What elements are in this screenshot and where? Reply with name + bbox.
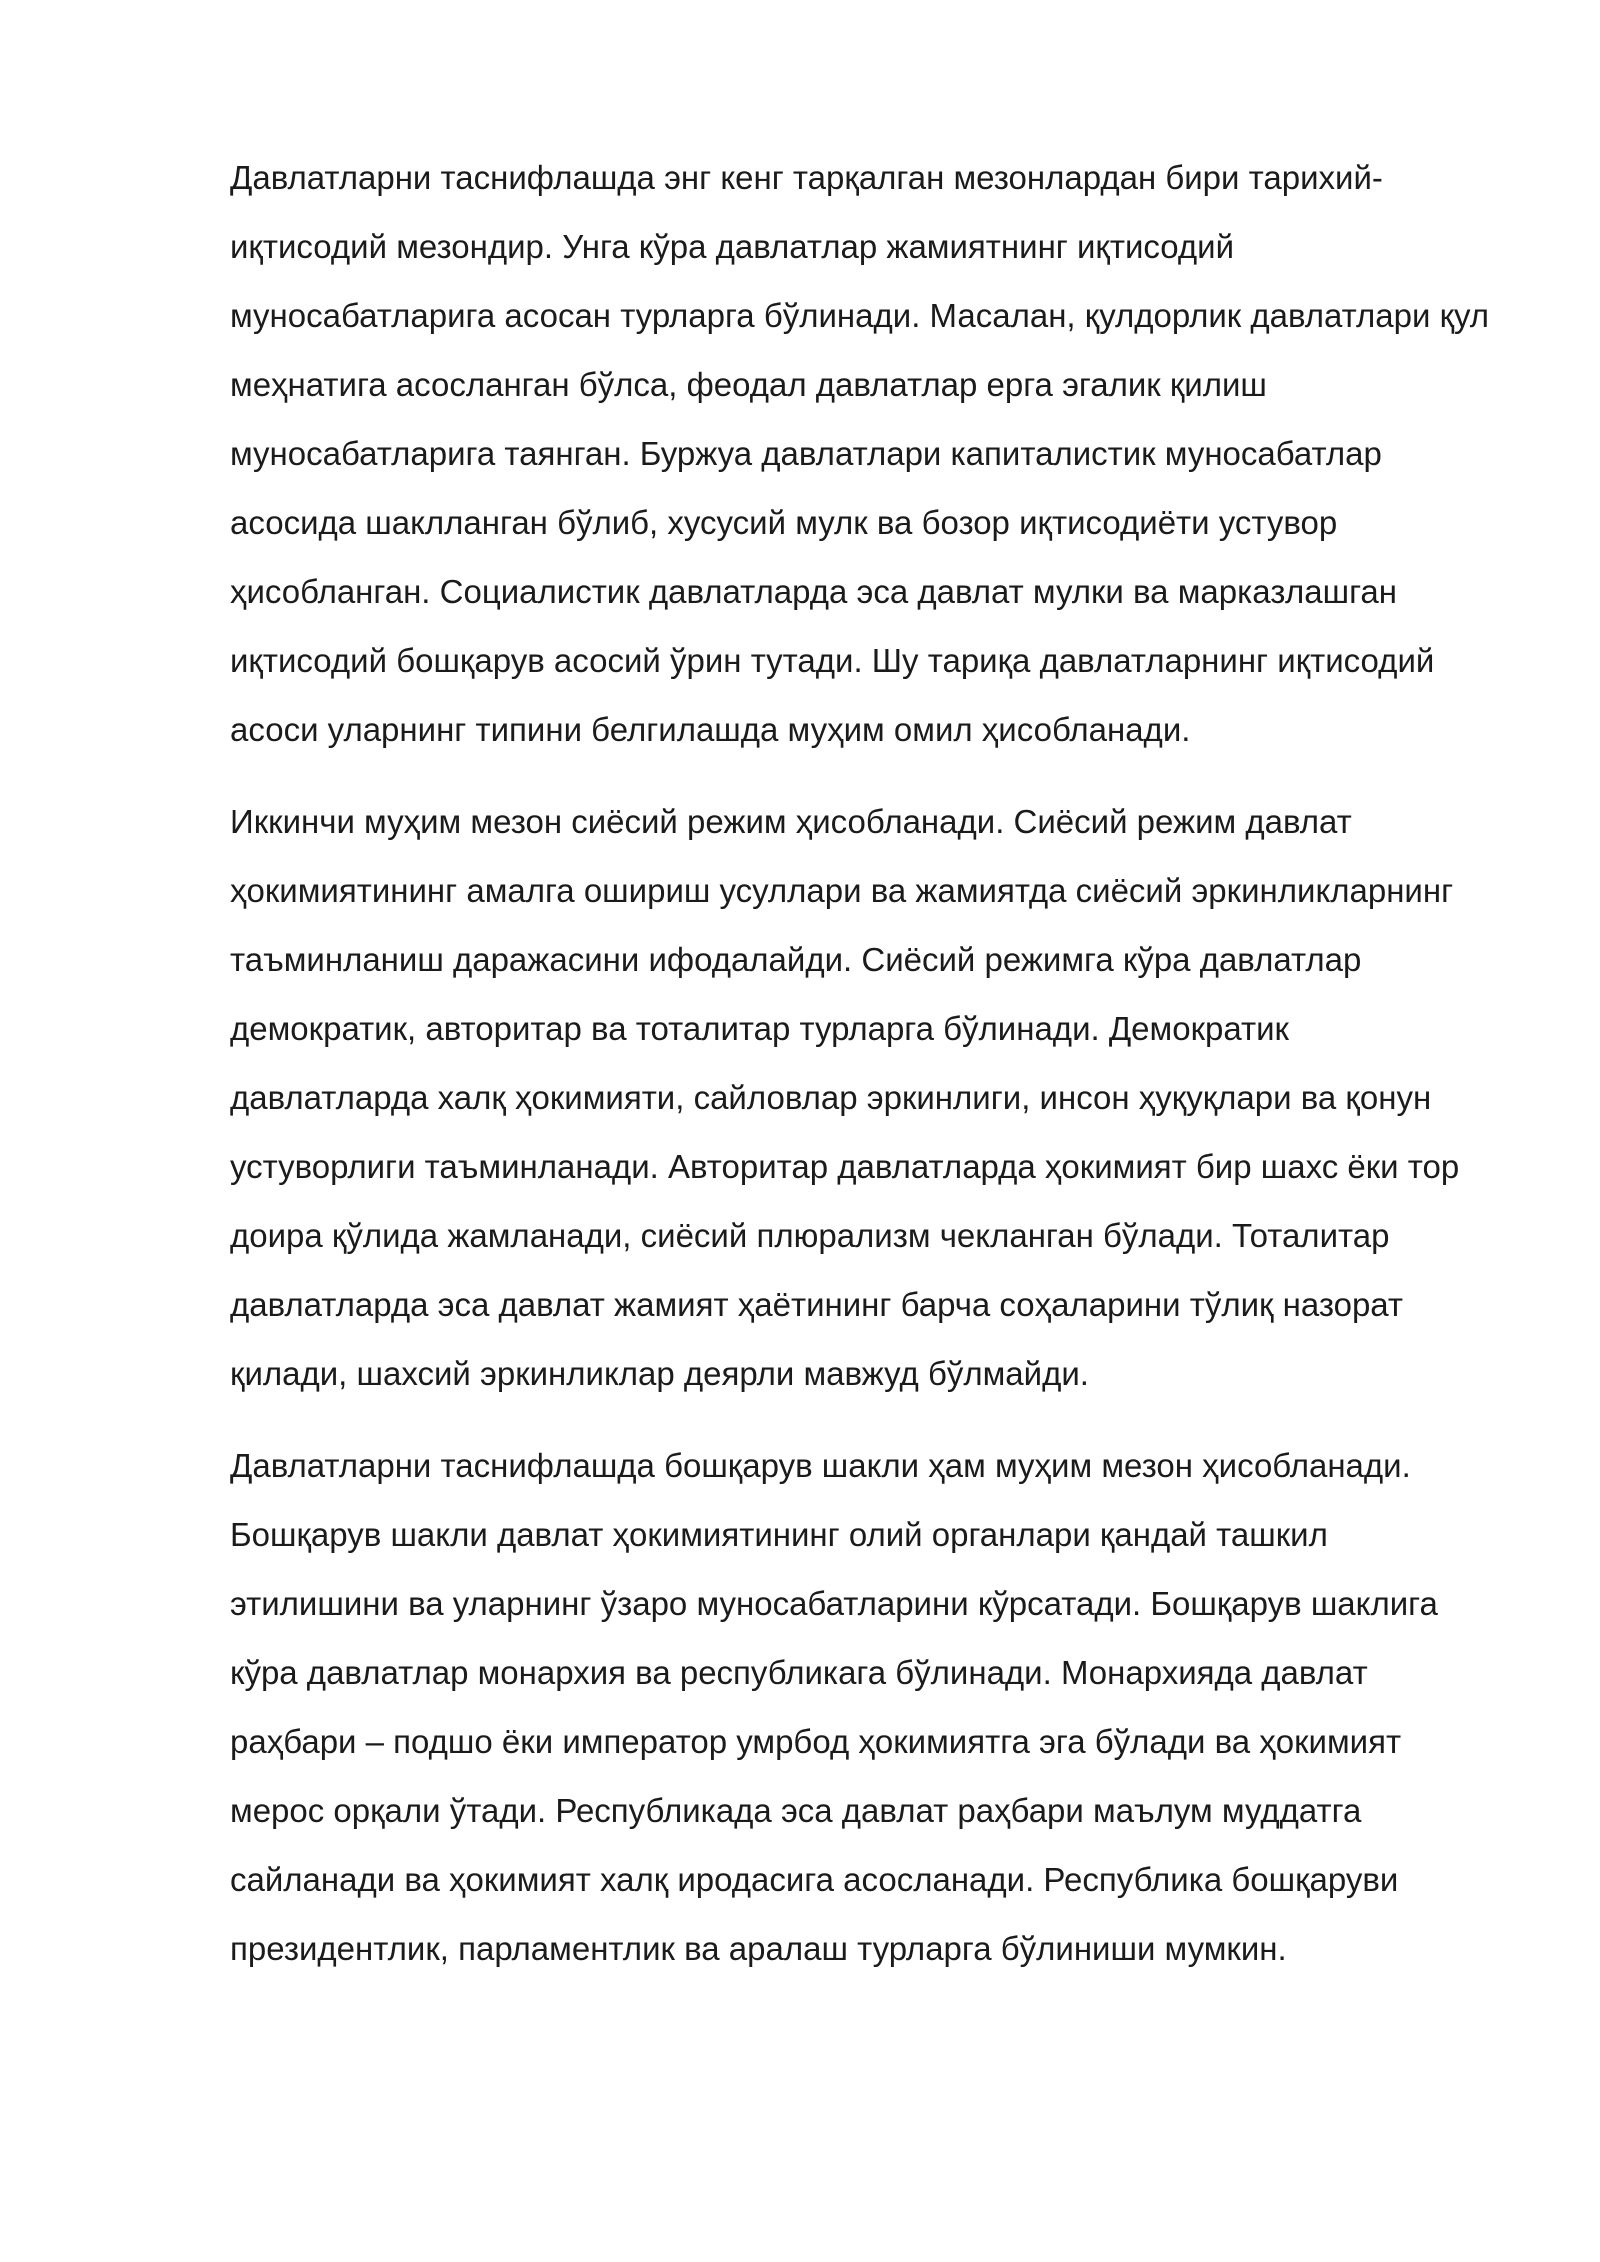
paragraph-economic-criterion: Давлатларни таснифлашда энг кенг тарқалган мезонлардан бири тарихий-иқтисодий мезондир. Унга кўра давлатлар жамиятнинг иқтисодий муносабатларига асосан турларга бўлинади. Масалан, қулдорлик давлатлари қул меҳнатига асосланган бўлса, феодал давлатлар ерга эгалик қилиш муносабатларига таянган. Буржуа давлатлари капиталистик муносабатлар асосида шаклланган бўлиб, хусусий мулк ва бозор иқтисодиёти устувор ҳисобланган. Социалистик давлатларда эса давлат мулки ва марказлашган иқтисодий бошқарув асосий ўрин тутади. Шу тариқа давлатларнинг иқтисодий асоси уларнинг типини белгилашда муҳим омил ҳисобланади. bbox=[230, 159, 1490, 748]
document-page bbox=[230, 143, 1490, 2006]
paragraph-form-of-government: Давлатларни таснифлашда бошқарув шакли ҳам муҳим мезон ҳисобланади. Бошқарув шакли давлат ҳокимиятининг олий органлари қандай ташкил этилишини ва уларнинг ўзаро муносабатларини кўрсатади. Бошқарув шаклига кўра давлатлар монархия ва республикага бўлинади. Монархияда давлат раҳбари – подшо ёки император умрбод ҳокимиятга эга бўлади ва ҳокимият мерос орқали ўтади. Республикада эса давлат раҳбари маълум муддатга сайланади ва ҳокимият халқ иродасига асосланади. Республика бошқаруви президентлик, парламентлик ва аралаш турларга бўлиниши мумкин. bbox=[230, 1447, 1438, 1967]
paragraph-political-regime: Иккинчи муҳим мезон сиёсий режим ҳисобланади. Сиёсий режим давлат ҳокимиятининг амалга ошириш усуллари ва жамиятда сиёсий эркинликларнинг таъминланиш даражасини ифодалайди. Сиёсий режимга кўра давлатлар демократик, авторитар ва тоталитар турларга бўлинади. Демократик давлатларда халқ ҳокимияти, сайловлар эркинлиги, инсон ҳуқуқлари ва қонун устуворлиги таъминланади. Авторитар давлатларда ҳокимият бир шахс ёки тор доира қўлида жамланади, сиёсий плюрализм чекланган бўлади. Тоталитар давлатларда эса давлат жамият ҳаётининг барча соҳаларини тўлиқ назорат қилади, шахсий эркинликлар деярли мавжуд бўлмайди. bbox=[230, 803, 1460, 1392]
